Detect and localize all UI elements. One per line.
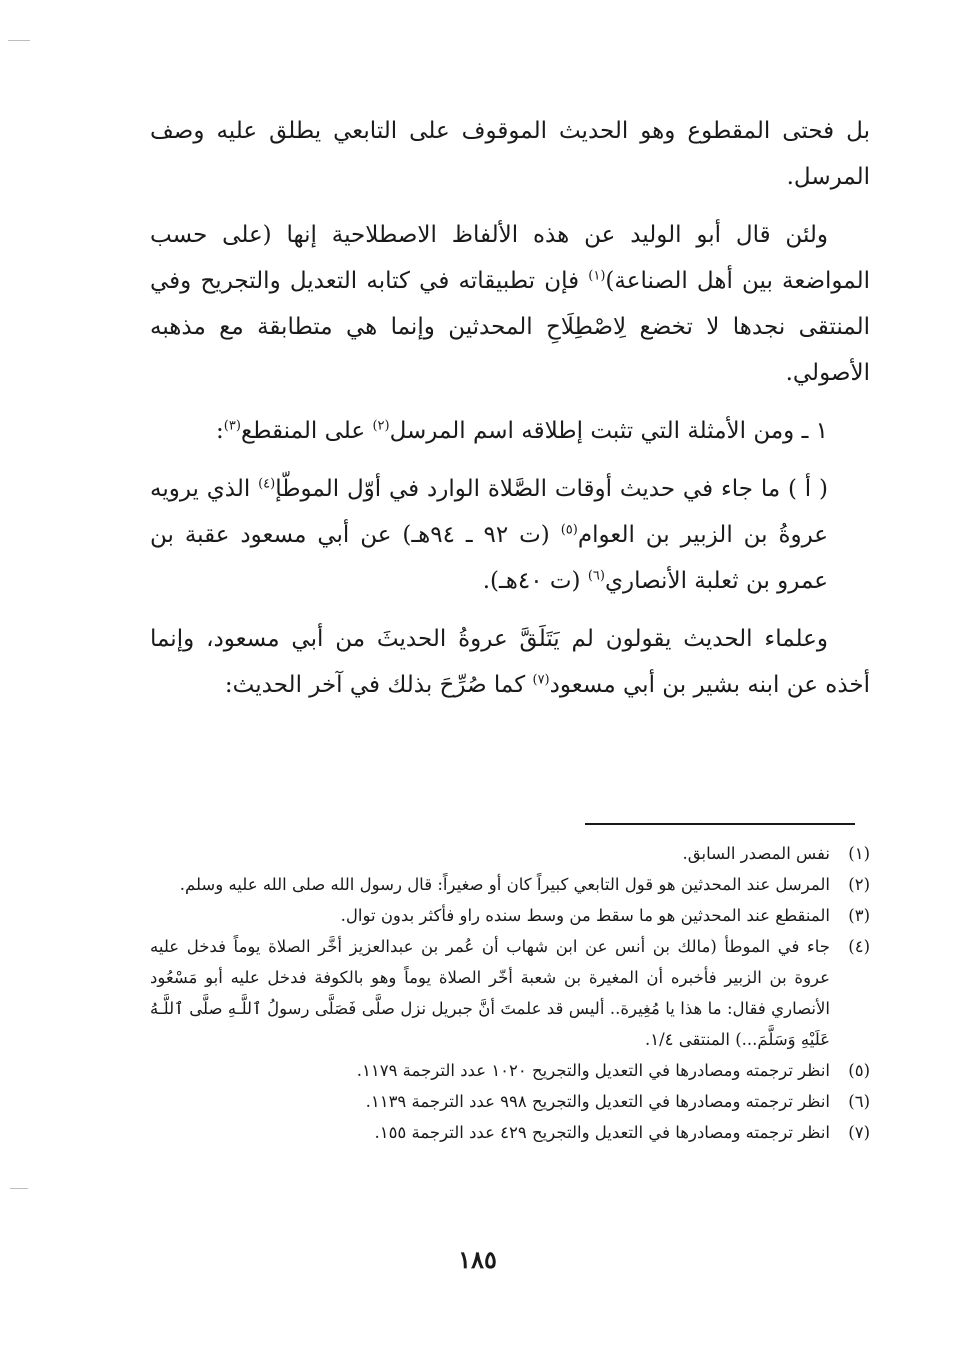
footnote-text: المنقطع عند المحدثين هو ما سقط من وسط سنده راو فأكثر بدون توال. [340, 906, 830, 925]
paragraph-5 [150, 616, 870, 708]
main-body [150, 108, 870, 720]
scan-edge-mark-top [8, 40, 30, 41]
footnote-ref-3[interactable]: (٣) [223, 418, 241, 434]
paragraph-3-text-c: : [216, 418, 224, 444]
footnote-ref-6[interactable]: (٦) [587, 568, 605, 584]
footnote-5 [150, 1055, 870, 1086]
paragraph-2-text-b: فإن تطبيقاته في كتابه التعديل والتجريح وفي المنتقى نجدها لا تخضع لِاصْطِلَاحِ المحدثين وإنما هي متطابقة مع مذهبه الأصولي. [150, 268, 870, 386]
footnote-number: (٢) [848, 875, 870, 894]
footnotes [150, 838, 870, 1148]
paragraph-3-text-a: ١ ـ ومن الأمثلة التي تثبت إطلاقه اسم المرسل [389, 418, 828, 444]
paragraph-5-text-a: وعلماء الحديث يقولون لم يَتَلَقَّ عروةُ الحديثَ من أبي مسعود، وإنما أخذه عن ابنه بشير بن أبي مسعود [150, 626, 870, 698]
footnote-text: انظر ترجمته ومصادرها في التعديل والتجريح ٤٢٩ عدد الترجمة ١٥٥. [374, 1123, 830, 1142]
footnote-number: (١) [848, 844, 870, 863]
footnote-ref-1[interactable]: (١) [588, 268, 606, 284]
footnote-ref-7[interactable]: (٧) [532, 672, 550, 688]
footnote-number: (٦) [848, 1092, 870, 1111]
paragraph-2-text-a: ولئن قال أبو الوليد عن هذه الألفاظ الاصطلاحية إنها (على حسب المواضعة بين أهل الصناعة) [150, 222, 870, 294]
paragraph-5-text-b: كما صُرِّحَ بذلك في آخر الحديث: [224, 672, 533, 698]
footnote-separator [585, 823, 855, 825]
footnote-4 [150, 931, 870, 1055]
footnote-text: المرسل عند المحدثين هو قول التابعي كبيراً كان أو صغيراً: قال رسول الله صلى الله عليه وسلم. [179, 875, 830, 894]
footnote-text: انظر ترجمته ومصادرها في التعديل والتجريح ١٠٢٠ عدد الترجمة ١١٧٩. [356, 1061, 830, 1080]
paragraph-3-text-b: على المنقطع [240, 418, 373, 444]
footnote-7 [150, 1117, 870, 1148]
footnote-number: (٥) [848, 1061, 870, 1080]
footnote-number: (٤) [848, 937, 870, 956]
footnote-3 [150, 900, 870, 931]
paragraph-1-text: بل فحتى المقطوع وهو الحديث الموقوف على التابعي يطلق عليه وصف المرسل. [150, 118, 870, 190]
footnote-ref-5[interactable]: (٥) [560, 522, 578, 538]
paragraph-4-text-a: ( أ ) ما جاء في حديث أوقات الصَّلاة الوارد في أوّل الموطّإ [275, 476, 828, 502]
footnote-text: جاء في الموطأ (مالك بن أنس عن ابن شهاب أن عُمر بن عبدالعزيز أخَّر الصلاة يوماً فدخل عليه عروة بن الزبير فأخبره أن المغيرة بن شعبة أخّر الصلاة يوماً وهو بالكوفة فدخل عليه أبو مَسْعُود الأنصاري فقال: ما هذا يا مُغِيرة.. أليس قد علمتَ أنَّ جبريل نزل صلَّى فَصَلَّى رسولُ ٱللَّـهِ صلَّى ٱللَّـهُ عَلَيْهِ وَسَلَّمَ...) المنتقى ١/٤. [150, 937, 830, 1049]
paragraph-4-text-d: (ت ٤٠هـ). [482, 568, 588, 594]
paragraph-4-text-b: الذي يرويه عروةُ بن الزبير بن العوام [150, 476, 829, 548]
footnote-1 [150, 838, 870, 869]
footnote-number: (٧) [848, 1123, 870, 1142]
page-number: ١٨٥ [458, 1245, 497, 1274]
footnote-number: (٣) [848, 906, 870, 925]
footnote-text: انظر ترجمته ومصادرها في التعديل والتجريح ٩٩٨ عدد الترجمة ١١٣٩. [365, 1092, 830, 1111]
footnote-6 [150, 1086, 870, 1117]
paragraph-1 [150, 108, 870, 200]
footnote-ref-4[interactable]: (٤) [258, 476, 276, 492]
paragraph-3 [150, 408, 870, 454]
footnote-ref-2[interactable]: (٢) [372, 418, 390, 434]
scan-edge-mark-bottom [10, 1188, 28, 1189]
paragraph-2 [150, 212, 870, 396]
paragraph-4 [150, 466, 828, 604]
paragraph-4-text-c: (ت ٩٢ ـ ٩٤هـ) عن أبي مسعود عقبة بن عمرو بن ثعلبة الأنصاري [150, 522, 828, 594]
footnote-text: نفس المصدر السابق. [682, 844, 830, 863]
footnote-2 [150, 869, 870, 900]
